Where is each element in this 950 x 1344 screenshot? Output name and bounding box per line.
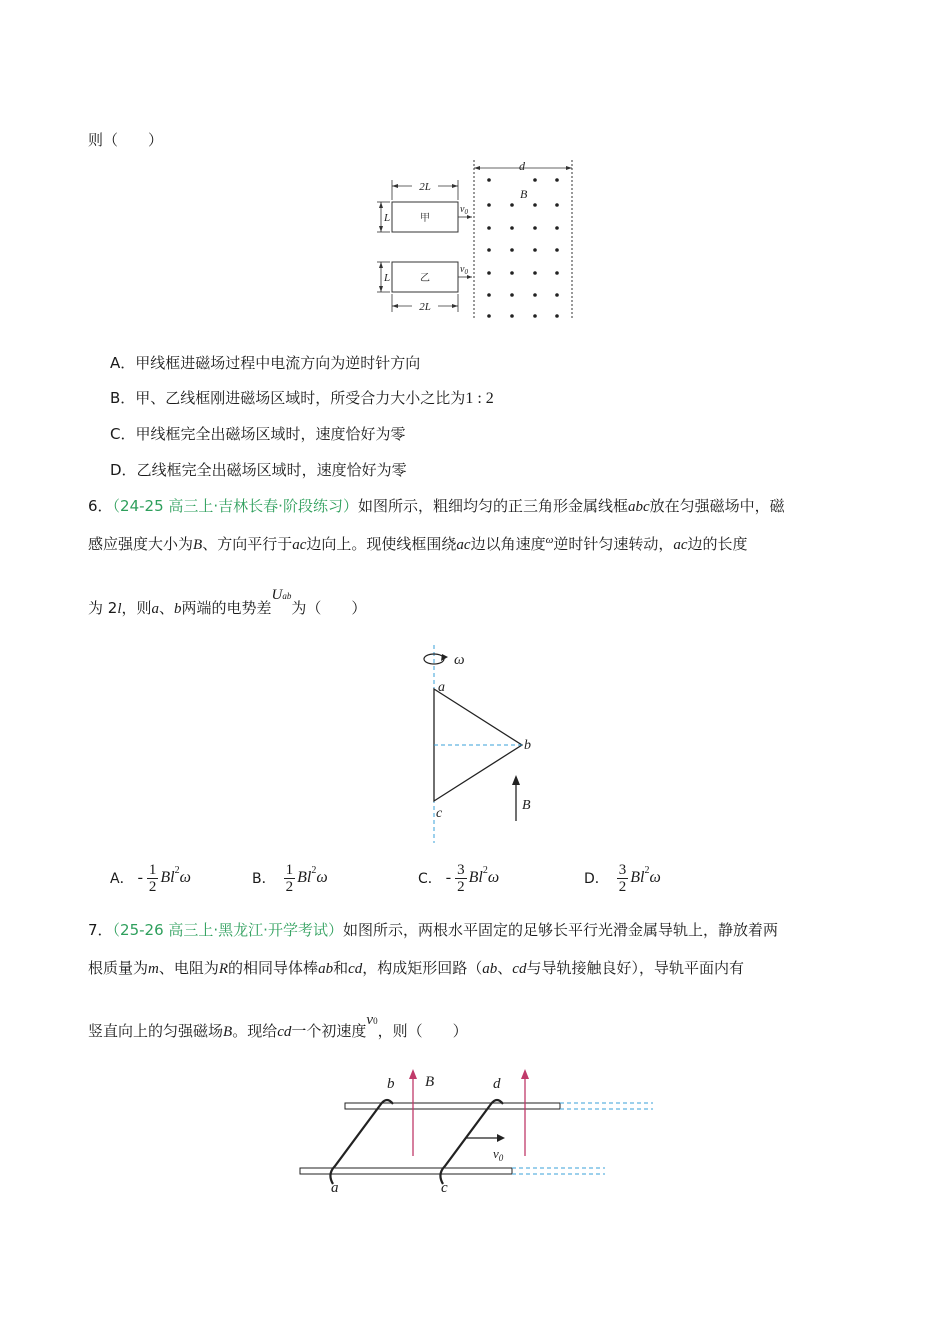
q7-source: （25-26 高三上·黑龙江·开学考试） bbox=[112, 921, 343, 939]
field-dot bbox=[533, 314, 537, 318]
field-dot bbox=[533, 293, 537, 297]
q7-line-1: 7．（25-26 高三上·黑龙江·开学考试）如图所示，两根水平固定的足够长平行光滑金属导轨上，静放着两 bbox=[88, 921, 778, 939]
label-c-rail: c bbox=[441, 1180, 448, 1196]
label-B-field: B bbox=[520, 187, 528, 201]
field-dot bbox=[555, 293, 559, 297]
q6-line-2: 感应强度大小为B、方向平行于ac边向上。现使线框围绕ac边以角速度$^\omega$逆时针匀速转动，ac边的长度 bbox=[88, 534, 748, 553]
field-dot bbox=[487, 178, 491, 182]
prev-question-tail: 则（ ） bbox=[88, 131, 164, 149]
field-dot bbox=[533, 271, 537, 275]
field-dot bbox=[510, 226, 514, 230]
q7-line-3: 竖直向上的匀强磁场B。现给cd一个初速度v0，则（ ） bbox=[88, 1012, 468, 1040]
label-b: b bbox=[524, 738, 531, 753]
q5-option-b: B．甲、乙线框刚进磁场区域时，所受合力大小之比为1 : 2 bbox=[110, 389, 494, 407]
q6-option-b: B． $\frac{1}{2}$ Bl 2 ω bbox=[252, 861, 328, 895]
frame-jia-label: 甲 bbox=[420, 213, 430, 224]
figure-triangle-frame bbox=[410, 645, 550, 845]
field-dot bbox=[555, 203, 559, 207]
field-dot bbox=[555, 226, 559, 230]
label-c: c bbox=[436, 806, 443, 821]
field-dot bbox=[487, 314, 491, 318]
q6-option-c: C． - $\frac{3}{2}$ Bl 2 ω bbox=[418, 861, 500, 895]
field-dot bbox=[510, 203, 514, 207]
label-field-B: B bbox=[522, 798, 531, 813]
q6-line-1: 6．（24-25 高三上·吉林长春·阶段练习）如图所示，粗细均匀的正三角形金属线框abc放在匀强磁场中，磁 bbox=[88, 497, 785, 515]
label-b-rail: b bbox=[387, 1076, 395, 1092]
label-L-bottom: L bbox=[384, 272, 391, 284]
q5-option-d: D．乙线框完全出磁场区域时，速度恰好为零 bbox=[110, 461, 407, 479]
label-a-rail: a bbox=[331, 1180, 339, 1196]
field-dot bbox=[533, 248, 537, 252]
q6-option-d: D． $\frac{3}{2}$ Bl 2 ω bbox=[584, 861, 661, 895]
field-dot bbox=[487, 248, 491, 252]
field-dot bbox=[555, 314, 559, 318]
field-dot bbox=[533, 226, 537, 230]
label-2L-top: 2L bbox=[419, 181, 431, 193]
field-dot bbox=[555, 248, 559, 252]
field-dot bbox=[510, 271, 514, 275]
field-dot bbox=[487, 203, 491, 207]
label-L-top: L bbox=[384, 212, 391, 224]
field-dot bbox=[487, 226, 491, 230]
field-dot bbox=[533, 178, 537, 182]
label-v0-top: $v_0$ bbox=[460, 204, 468, 216]
q5-option-a: A．甲线框进磁场过程中电流方向为逆时针方向 bbox=[110, 354, 421, 372]
label-v0-bottom: $v_0$ bbox=[460, 264, 468, 276]
field-dot bbox=[533, 203, 537, 207]
field-dot bbox=[510, 293, 514, 297]
frame-yi-label: 乙 bbox=[420, 273, 430, 284]
label-d: d bbox=[519, 160, 525, 173]
q6-line-3: 为 2l，则a、b两端的电势差Uab为（ ） bbox=[88, 587, 367, 617]
q6-option-a: A． - $\frac{1}{2}$ Bl 2 ω bbox=[110, 861, 191, 895]
figure-parallel-rails bbox=[295, 1066, 665, 1196]
field-dot bbox=[510, 248, 514, 252]
field-dot bbox=[555, 271, 559, 275]
q6-options bbox=[110, 856, 710, 900]
label-omega: ω bbox=[454, 652, 465, 668]
field-dot bbox=[487, 271, 491, 275]
label-v0-rail: $v_0$ bbox=[493, 1146, 504, 1163]
q5-option-c: C．甲线框完全出磁场区域时，速度恰好为零 bbox=[110, 425, 406, 443]
q7-line-2: 根质量为m、电阻为R的相同导体棒ab和cd，构成矩形回路（ab、cd与导轨接触良好），导轨平面内有 bbox=[88, 959, 744, 977]
q6-source: （24-25 高三上·吉林长春·阶段练习） bbox=[112, 497, 358, 515]
label-d-rail: d bbox=[493, 1076, 501, 1092]
figure-frames-magnetic-field bbox=[372, 160, 592, 325]
label-B-rail: B bbox=[425, 1074, 435, 1090]
label-a: a bbox=[438, 680, 445, 695]
field-dot bbox=[555, 178, 559, 182]
field-dot bbox=[510, 314, 514, 318]
label-2L-bottom: 2L bbox=[419, 301, 431, 313]
field-dot bbox=[487, 293, 491, 297]
